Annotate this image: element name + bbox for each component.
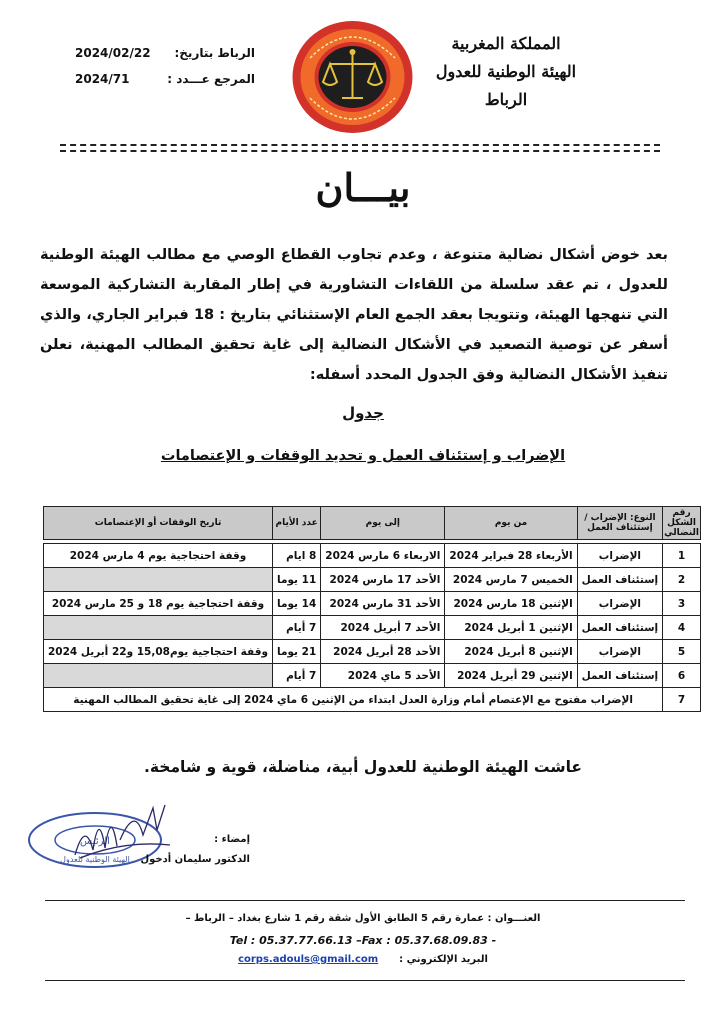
- footer-phones: Tel : 05.37.77.66.13 –Fax : 05.37.68.09.83 -: [229, 934, 497, 947]
- row-type: إستئناف العمل: [577, 616, 662, 640]
- organization-header: [396, 30, 616, 114]
- header-type: النوع: الإضراب /إستئناف العمل: [577, 507, 662, 540]
- header-form-number: رقم الشكل النضالي: [664, 508, 700, 538]
- header-protest-dates: تاريخ الوقفات أو الإعتصامات: [44, 507, 273, 540]
- signature-label: إمضاء :: [214, 834, 250, 845]
- table-header-row: [44, 507, 701, 540]
- row-days: 7 أيام: [273, 664, 321, 688]
- row-from: الإثنين 29 أبريل 2024: [445, 664, 577, 688]
- row-from: الأربعاء 28 فبراير 2024: [445, 544, 577, 568]
- signatory-name: الدكتور سليمان أدخول: [140, 854, 250, 865]
- row-days: 11 يوما: [273, 568, 321, 592]
- row-notes: وقفة احتجاجية يوم15,08 و22 أبريل 2024: [44, 640, 273, 664]
- row-to: الأحد 17 مارس 2024: [321, 568, 445, 592]
- row-type: الإضراب: [577, 592, 662, 616]
- row-days: 7 أيام: [273, 616, 321, 640]
- row-to: الاربعاء 6 مارس 2024: [321, 544, 445, 568]
- row-to: الأحد 7 أبريل 2024: [321, 616, 445, 640]
- row-to: الأحد 28 أبريل 2024: [321, 640, 445, 664]
- row-to: الأحد 31 مارس 2024: [321, 592, 445, 616]
- row-open-strike-text: الإضراب مفتوح مع الإعتصام أمام وزارة العدل ابتداء من الإثنين 6 ماي 2024 إلى غاية تحقيق المطالب المهنية: [44, 688, 663, 712]
- row-number: 2: [663, 568, 701, 592]
- organization-seal-logo: [290, 18, 415, 136]
- footer-divider: [45, 900, 685, 901]
- table-subtitle: الإضراب و إستئناف العمل و تحديد الوقفات و الإعتصامات: [160, 448, 566, 464]
- table-row-open-strike: [44, 688, 701, 712]
- statement-title: بيـــان: [315, 165, 411, 210]
- header-divider-2: [60, 150, 660, 152]
- stamp-text: الهيئة الوطنية للعدول: [60, 855, 130, 864]
- row-type: إستئناف العمل: [577, 664, 662, 688]
- table-title: جدول: [342, 404, 384, 422]
- row-to: الأحد 5 ماي 2024: [321, 664, 445, 688]
- header-to-day: إلى يوم: [321, 507, 445, 540]
- row-days: 14 يوما: [273, 592, 321, 616]
- table-row: [44, 544, 701, 568]
- reference-label: المرجع عـــدد :: [167, 72, 255, 86]
- table-row: [44, 568, 701, 592]
- signature-block: [120, 830, 250, 870]
- org-line-kingdom: المملكة المغربية: [451, 34, 561, 53]
- date-label: الرباط بتاريخ:: [174, 46, 255, 60]
- row-number: 3: [663, 592, 701, 616]
- row-number: 6: [663, 664, 701, 688]
- row-days: 21 يوما: [273, 640, 321, 664]
- row-notes: [44, 616, 273, 640]
- email-link[interactable]: corps.adouls@gmail.com: [238, 954, 379, 965]
- org-line-city: الرباط: [484, 90, 528, 109]
- row-notes: وقفة احتجاجية يوم 4 مارس 2024: [44, 544, 273, 568]
- row-days: 8 ايام: [273, 544, 321, 568]
- header-from-day: من يوم: [445, 507, 577, 540]
- row-number: 1: [663, 544, 701, 568]
- row-notes: [44, 664, 273, 688]
- table-row: [44, 640, 701, 664]
- row-from: الخميس 7 مارس 2024: [445, 568, 577, 592]
- date-value: 2024/02/22: [75, 46, 151, 60]
- footer-email-row: [0, 954, 726, 965]
- row-from: الإثنين 18 مارس 2024: [445, 592, 577, 616]
- footer-bottom-divider: [45, 980, 685, 981]
- footer-address: العنـــوان : عمارة رقم 5 الطابق الأول شقة رقم 1 شارع بغداد – الرباط –: [185, 913, 541, 924]
- row-from: الإثنين 1 أبريل 2024: [445, 616, 577, 640]
- email-label: البريد الإلكتروني :: [399, 954, 488, 965]
- row-type: إستئناف العمل: [577, 568, 662, 592]
- row-from: الإثنين 8 أبريل 2024: [445, 640, 577, 664]
- org-line-body: الهيئة الوطنية للعدول: [435, 62, 577, 81]
- closing-slogan: عاشت الهيئة الوطنية للعدول أبية، مناضلة، قوية و شامخة.: [143, 758, 582, 776]
- row-number: 4: [663, 616, 701, 640]
- stamp-role: الرئيس: [80, 836, 110, 847]
- date-row: [75, 40, 255, 66]
- row-number: 5: [663, 640, 701, 664]
- row-number: 7: [663, 688, 701, 712]
- strike-schedule-table: [43, 506, 701, 712]
- statement-intro-paragraph: بعد خوض أشكال نضالية متنوعة ، وعدم تجاوب القطاع الوصي مع مطالب الهيئة الوطنية للعدول ، تم عقد سلسلة من اللقاءات التشاورية في إطار المقاربة التشاركية الموسعة التي تنهجها الهيئة، وتتويجا بعقد الجمع العام الإستثنائي بتاريخ : 18 فبراير الجاري، والذي أسفر عن توصية التصعيد في الأشكال النضالية إلى غاية تحقيق المطالب المهنية، نعلن تنفيذ الأشكال النضالية وفق الجدول المحدد أسفله:: [40, 247, 668, 383]
- document-meta: [75, 40, 255, 92]
- table-row: [44, 664, 701, 688]
- reference-row: [75, 66, 255, 92]
- row-type: الإضراب: [577, 544, 662, 568]
- row-type: الإضراب: [577, 640, 662, 664]
- header-divider: [60, 144, 660, 146]
- table-row: [44, 616, 701, 640]
- table-row: [44, 592, 701, 616]
- row-notes: [44, 568, 273, 592]
- reference-value: 2024/71: [75, 72, 130, 86]
- row-notes: وقفة احتجاجية يوم 18 و 25 مارس 2024: [44, 592, 273, 616]
- header-day-count: عدد الأيام: [273, 507, 321, 540]
